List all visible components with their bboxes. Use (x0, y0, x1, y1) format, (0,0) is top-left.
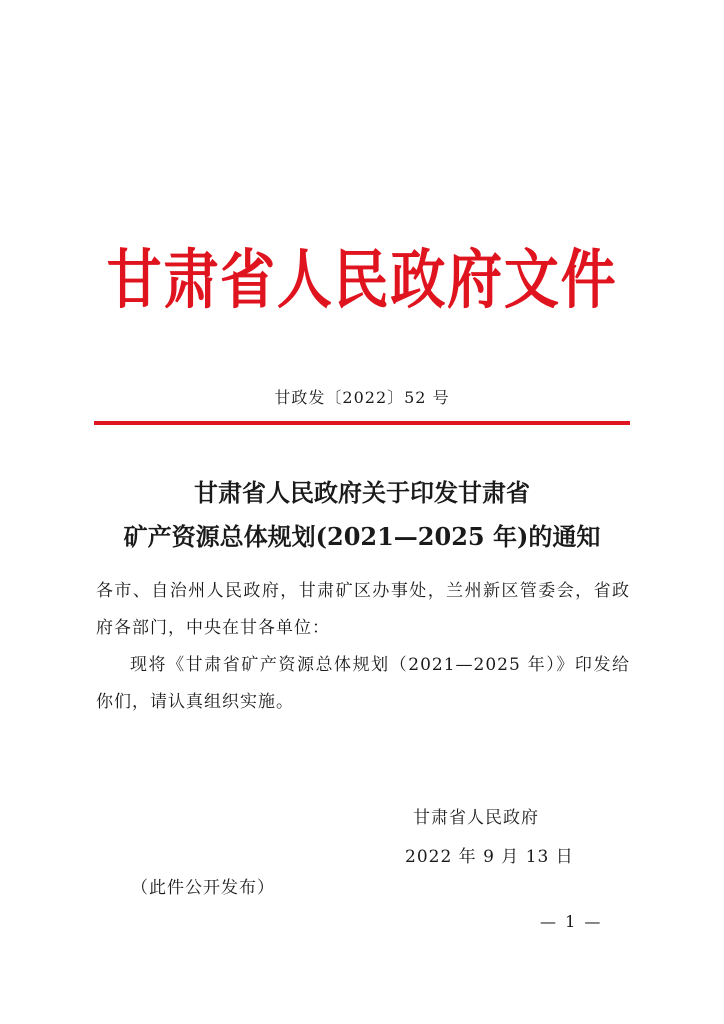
recipients-paragraph: 各市、自治州人民政府，甘肃矿区办事处，兰州新区管委会，省政府各部门，中央在甘各单位： (96, 581, 630, 638)
masthead-title: 甘肃省人民政府文件 (106, 244, 618, 318)
signatory: 甘肃省人民政府 (413, 808, 539, 828)
publish-note: （此件公开发布） (131, 878, 275, 898)
page-number: — 1 — (540, 912, 603, 931)
issue-date: 2022 年 9 月 13 日 (405, 847, 574, 867)
notice-title-line-1: 甘肃省人民政府关于印发甘肃省 (194, 478, 530, 507)
notice-title-line-2: 矿产资源总体规划(2021—2025 年)的通知 (123, 522, 601, 551)
document-number: 甘政发〔2022〕52 号 (274, 388, 450, 407)
red-divider-line (94, 421, 630, 425)
notice-title (0, 471, 724, 559)
body-paragraph: 现将《甘肃省矿产资源总体规划（2021—2025 年）》印发给你们，请认真组织实施。 (96, 655, 630, 712)
notice-body (96, 573, 630, 721)
